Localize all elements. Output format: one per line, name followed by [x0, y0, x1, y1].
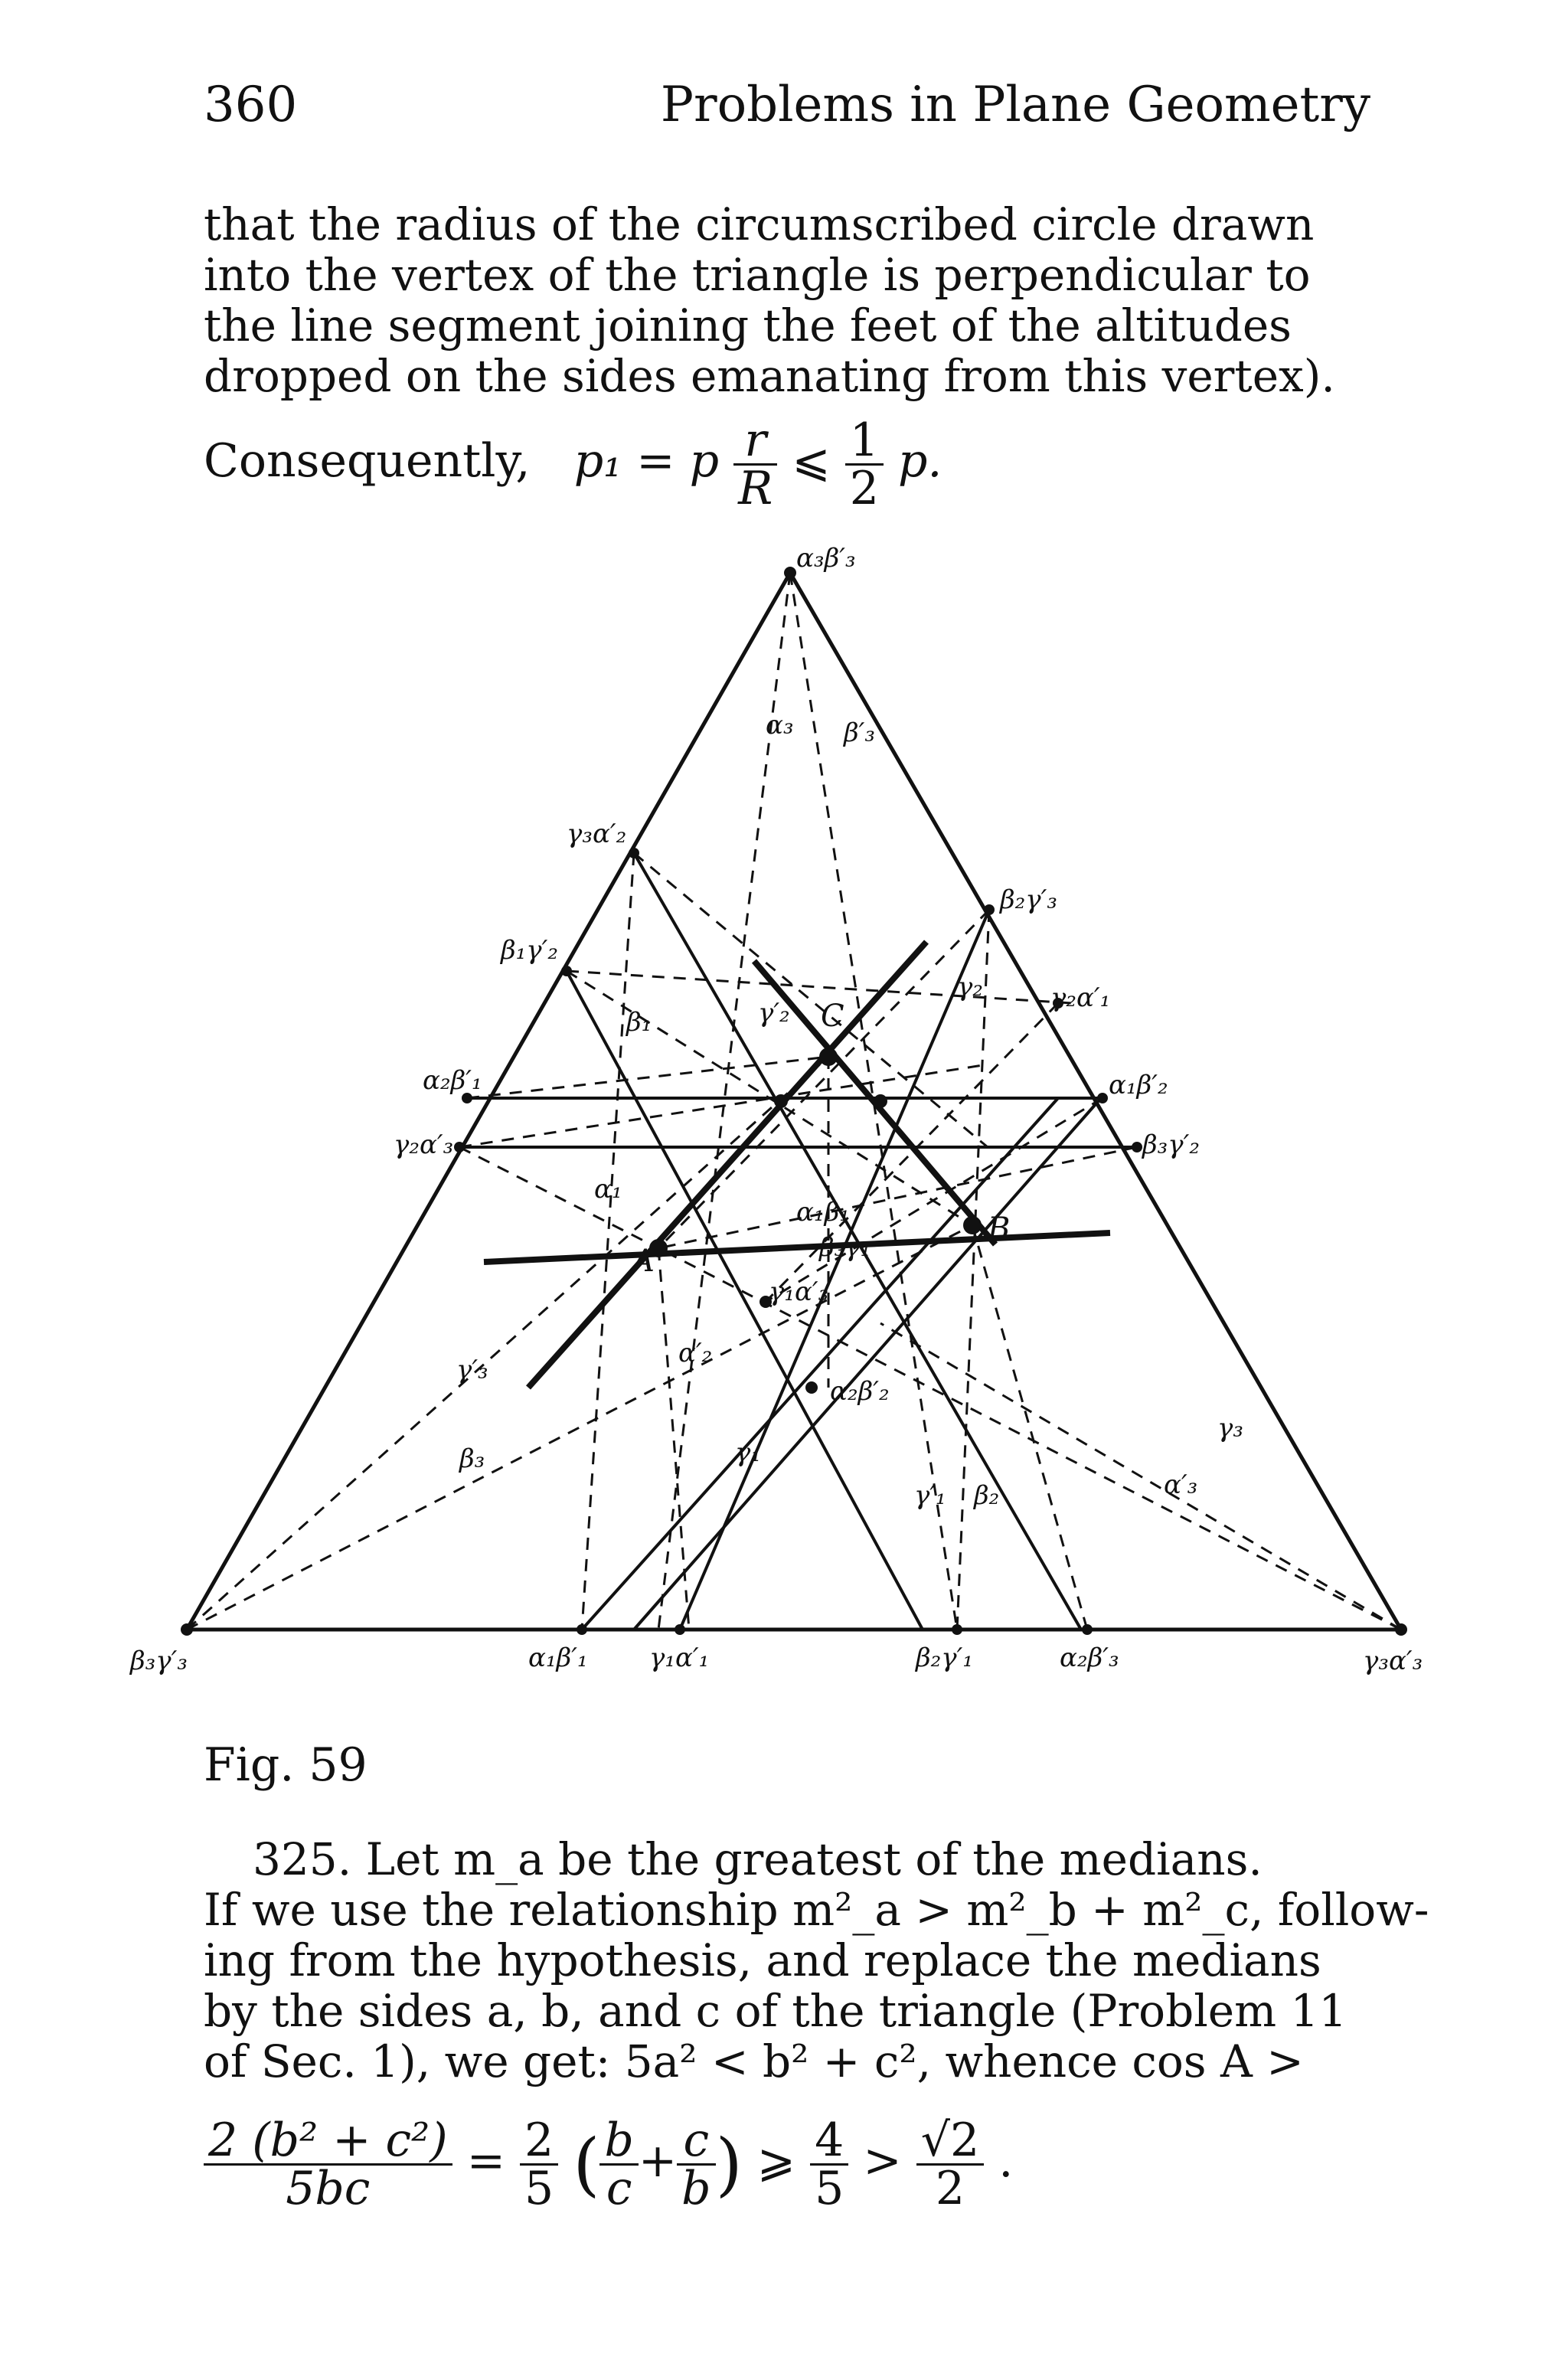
fraction-denominator: R [738, 462, 773, 515]
fraction [204, 2114, 452, 2215]
fraction-denominator: 2 [935, 2162, 965, 2215]
fraction [599, 2114, 638, 2215]
label-left: α₂β′₁ [423, 1065, 482, 1096]
dashed-line [459, 1064, 988, 1147]
text-line: of Sec. 1), we get: 5a² < b² + c², whence cos A > [204, 2035, 1304, 2087]
label-inner: β₃ [459, 1443, 485, 1474]
page-number: 360 [204, 77, 298, 133]
point-dot [629, 848, 639, 858]
text-line: 325. Let m_a be the greatest of the medians. [253, 1833, 1263, 1885]
fraction-numerator: √2 [916, 2117, 984, 2166]
dashed-line [187, 1057, 828, 1630]
label-inner: β₁ [626, 1007, 652, 1038]
label-bottom: β₂γ′₁ [916, 1643, 973, 1673]
label-bottom-left: β₃γ′₃ [130, 1646, 188, 1676]
fraction-one-half [845, 414, 884, 515]
label-inner: γ₁ [735, 1437, 761, 1468]
text-line: If we use the relationship m²_a > m²_b + m²_c, follow- [204, 1884, 1429, 1936]
figure-caption: Fig. 59 [204, 1738, 368, 1792]
relation-sign: ⩽ [792, 434, 831, 489]
fraction-denominator: 5bc [286, 2162, 371, 2215]
label-inner: α₁β₁ [796, 1197, 850, 1228]
fraction-denominator: 2 [849, 462, 879, 515]
problem-325-paragraph [204, 1833, 1429, 2087]
point-B [963, 1216, 982, 1234]
point-dot [984, 904, 995, 915]
label-bottom-right: γ₃α′₃ [1363, 1646, 1423, 1676]
label-apex: α₃β′₃ [796, 543, 856, 574]
label-inner: γ′₃ [456, 1355, 488, 1385]
point-dot [561, 966, 572, 976]
fraction-numerator: 2 (b² + c²) [204, 2117, 452, 2166]
label-inner: β′₃ [844, 718, 876, 748]
point-dot [805, 1381, 818, 1394]
dashed-line [634, 853, 988, 1147]
end-dot: . [998, 2134, 1014, 2189]
dashed-lines [187, 573, 1401, 1630]
label-bottom: α₂β′₃ [1060, 1643, 1119, 1673]
label-inner: α′₂ [678, 1338, 713, 1368]
label-inner: γ′₂ [758, 998, 790, 1028]
fraction-numerator: 4 [810, 2117, 848, 2166]
fraction-numerator: 2 [520, 2117, 558, 2166]
text-line: ing from the hypothesis, and replace the medians [204, 1934, 1321, 1986]
fraction-denominator: 5 [815, 2162, 844, 2215]
formula-lhs: p₁ = p [573, 434, 719, 489]
equation-325 [204, 2114, 1014, 2215]
label-right: α₁β′₂ [1109, 1070, 1168, 1100]
left-paren: ( [573, 2124, 600, 2205]
dashed-line [567, 971, 1072, 1003]
solid-lines [459, 853, 1137, 1630]
bold-lines [484, 942, 1110, 1388]
text-line: that the radius of the circumscribed circle drawn [204, 198, 1315, 250]
point-dot [774, 1094, 788, 1108]
fraction-denominator: 5 [524, 2162, 554, 2215]
label-point-B: B [988, 1211, 1011, 1247]
equals-sign: = [466, 2134, 505, 2189]
dashed-line [972, 1225, 1087, 1630]
label-left: γ₂α′₃ [394, 1130, 454, 1160]
text-line: the line segment joining the feet of the altitudes [204, 299, 1292, 351]
label-left: β₁γ′₂ [501, 935, 558, 966]
label-inner: γ₂ [957, 972, 983, 1002]
plus-sign: + [638, 2134, 678, 2189]
vertex-dots [181, 567, 1407, 1636]
label-bottom: α₁β′₁ [528, 1643, 588, 1673]
fraction-denominator: b [681, 2162, 711, 2215]
fraction-numerator: r [733, 417, 777, 466]
consequently-formula [204, 414, 942, 515]
label-right: β₃γ′₂ [1142, 1130, 1200, 1160]
label-point-A: A [632, 1244, 655, 1279]
intro-paragraph [204, 199, 1367, 401]
label-inner: α₃ [766, 710, 794, 740]
ge-sign: ⩾ [756, 2134, 796, 2189]
point-dot [454, 1142, 465, 1152]
fraction-numerator: b [599, 2117, 638, 2166]
triangle-outline [187, 573, 1401, 1630]
label-inner: β₂ [974, 1480, 1000, 1511]
vertex-dot [181, 1623, 193, 1636]
label-right: γ₂α′₁ [1050, 982, 1111, 1013]
point-dot [675, 1624, 685, 1635]
point-dot [1132, 1142, 1142, 1152]
dashed-line [658, 1248, 689, 1630]
dashed-line [467, 1057, 828, 1098]
consequently-word: Consequently, [204, 434, 531, 489]
label-inner: γ₃ [1217, 1413, 1243, 1443]
bold-line-AB [484, 1233, 1110, 1262]
fraction-numerator: c [677, 2117, 715, 2166]
fraction [520, 2114, 558, 2215]
gt-sign: > [863, 2134, 902, 2189]
point-C [819, 1048, 838, 1066]
fraction [810, 2114, 848, 2215]
formula-tail: p. [897, 434, 942, 489]
fraction-r-over-R [733, 414, 777, 515]
point-dot [1097, 1093, 1108, 1103]
label-inner: α₁ [594, 1174, 622, 1205]
right-paren: ) [715, 2124, 743, 2205]
text-line: into the vertex of the triangle is perpendicular to [204, 249, 1311, 301]
label-inner: α₂β′₂ [830, 1376, 890, 1407]
point-dot [577, 1624, 587, 1635]
label-inner: β₃γ₁ [819, 1232, 871, 1263]
dashed-line [459, 1147, 658, 1248]
point-dot [952, 1624, 962, 1635]
dashed-line [187, 1225, 972, 1630]
label-inner: γ′₁ [914, 1480, 946, 1511]
label-left: γ₃α′₂ [567, 819, 627, 849]
label-inner: α′₃ [1164, 1470, 1198, 1500]
running-title: Problems in Plane Geometry [660, 77, 1370, 133]
text-line: dropped on the sides emanating from this vertex). [204, 350, 1335, 402]
text-line: by the sides a, b, and c of the triangle (Problem 11 [204, 1985, 1348, 2037]
fraction-denominator: c [606, 2162, 632, 2215]
fraction-numerator: 1 [845, 417, 884, 466]
figure-59 [0, 536, 1568, 1731]
fraction [916, 2114, 984, 2215]
label-point-C: C [821, 999, 844, 1034]
point-dot [874, 1094, 887, 1108]
vertex-dot [1395, 1623, 1407, 1636]
vertex-dot [784, 567, 796, 579]
dashed-line [582, 853, 634, 1630]
fraction [677, 2114, 715, 2215]
point-dot [1082, 1624, 1093, 1635]
label-inner: γ₁α′₃ [769, 1277, 829, 1307]
label-bottom: γ₁α′₁ [649, 1643, 710, 1673]
main-triangle [187, 573, 1401, 1630]
label-right: β₂γ′₃ [1000, 884, 1057, 915]
